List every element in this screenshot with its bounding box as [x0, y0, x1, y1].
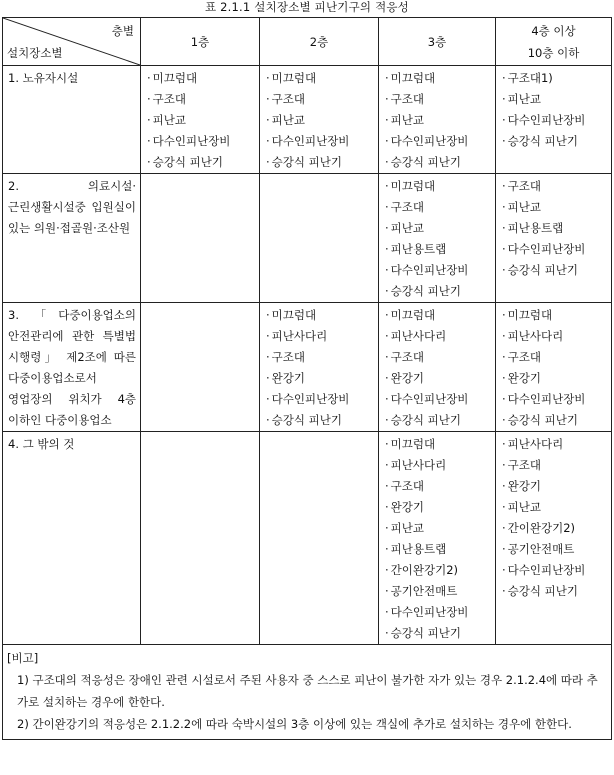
- equipment-item: · 미끄럼대: [385, 305, 495, 326]
- equipment-item: · 미끄럼대: [147, 68, 259, 89]
- equipment-item: · 피난사다리: [502, 434, 611, 455]
- equipment-item: · 피난사다리: [266, 326, 378, 347]
- equipment-list: [260, 66, 378, 173]
- equipment-item: · 다수인피난장비: [385, 260, 495, 281]
- equipment-item: · 피난용트랩: [385, 239, 495, 260]
- equipment-item: · 피난용트랩: [385, 539, 495, 560]
- header-floor-label: 1층: [190, 34, 210, 49]
- header-floor-label: 4층 이상 10층 이하: [527, 23, 580, 60]
- equipment-item: · 다수인피난장비: [266, 131, 378, 152]
- equipment-list: [141, 174, 259, 176]
- equipment-list: [379, 66, 495, 173]
- equipment-item: · 공기안전매트: [502, 539, 611, 560]
- corner-floor-label: 층별: [111, 24, 134, 38]
- equipment-item: · 미끄럼대: [266, 68, 378, 89]
- equipment-item: · 승강식 피난기: [385, 152, 495, 173]
- equipment-item: · 구조대: [385, 89, 495, 110]
- floor-cell: [379, 303, 496, 432]
- equipment-item: · 미끄럼대: [385, 68, 495, 89]
- equipment-list: [379, 432, 495, 644]
- table-row: [3, 66, 612, 174]
- header-corner-cell: [3, 18, 141, 66]
- equipment-item: · 완강기: [266, 368, 378, 389]
- equipment-item: · 다수인피난장비: [385, 602, 495, 623]
- equipment-item: · 구조대: [502, 455, 611, 476]
- evacuation-equipment-table: [2, 17, 612, 740]
- corner-location-label: 설치장소별: [7, 46, 63, 60]
- equipment-item: · 구조대: [502, 347, 611, 368]
- equipment-list: [260, 303, 378, 431]
- equipment-list: [496, 174, 611, 281]
- floor-cell: [260, 174, 379, 303]
- equipment-item: · 피난교: [385, 110, 495, 131]
- floor-cell: [379, 174, 496, 303]
- equipment-item: · 피난교: [502, 197, 611, 218]
- location-category-cell: 1. 노유자시설: [3, 66, 141, 174]
- header-floor-2: [260, 18, 379, 66]
- remark-note: 1) 구조대의 적응성은 장애인 관련 시설로서 주된 사용자 중 스스로 피난이 불가한 자가 있는 경우 2.1.2.4에 따라 추가로 설치하는 경우에 한한다.: [17, 673, 598, 709]
- equipment-item: · 구조대: [266, 89, 378, 110]
- equipment-item: · 다수인피난장비: [502, 389, 611, 410]
- remark-note: 2) 간이완강기의 적응성은 2.1.2.2에 따라 숙박시설의 3층 이상에 있는 객실에 추가로 설치하는 경우에 한한다.: [17, 717, 572, 731]
- equipment-item: · 승강식 피난기: [147, 152, 259, 173]
- equipment-item: · 피난교: [147, 110, 259, 131]
- equipment-item: · 다수인피난장비: [502, 110, 611, 131]
- equipment-list: [260, 432, 378, 434]
- equipment-item: · 승강식 피난기: [385, 281, 495, 302]
- equipment-list: [379, 303, 495, 431]
- floor-cell: [379, 432, 496, 645]
- floor-cell: [141, 66, 260, 174]
- floor-cell: [260, 303, 379, 432]
- equipment-item: · 다수인피난장비: [147, 131, 259, 152]
- equipment-item: · 미끄럼대: [385, 434, 495, 455]
- header-floor-3: [379, 18, 496, 66]
- location-category-cell: 3. 「다중이용업소의 안전관리에 관한 특별법 시행령」 제2조에 따른 다중이용업소로서 영업장의 위치가 4층 이하인 다중이용업소: [3, 303, 141, 432]
- equipment-item: · 승강식 피난기: [502, 131, 611, 152]
- location-category-cell: 2. 의료시설·근린생활시설중 입원실이 있는 의원·접골원·조산원: [3, 174, 141, 303]
- equipment-item: · 다수인피난장비: [502, 560, 611, 581]
- equipment-item: · 구조대: [266, 347, 378, 368]
- equipment-item: · 승강식 피난기: [266, 410, 378, 431]
- equipment-item: · 다수인피난장비: [385, 131, 495, 152]
- equipment-item: · 완강기: [502, 368, 611, 389]
- equipment-list: [141, 66, 259, 173]
- equipment-item: · 승강식 피난기: [385, 410, 495, 431]
- floor-cell: [141, 432, 260, 645]
- equipment-item: · 승강식 피난기: [502, 410, 611, 431]
- equipment-item: · 미끄럼대: [502, 305, 611, 326]
- equipment-item: · 피난교: [385, 218, 495, 239]
- equipment-item: · 다수인피난장비: [266, 389, 378, 410]
- equipment-item: · 구조대: [502, 176, 611, 197]
- equipment-item: · 구조대: [385, 197, 495, 218]
- table-row: [3, 432, 612, 645]
- equipment-list: [141, 432, 259, 434]
- equipment-item: · 피난교: [502, 89, 611, 110]
- equipment-item: · 완강기: [385, 497, 495, 518]
- floor-cell: [496, 432, 612, 645]
- header-floor-label: 3층: [427, 34, 447, 49]
- equipment-item: · 승강식 피난기: [385, 623, 495, 644]
- equipment-item: · 간이완강기2): [502, 518, 611, 539]
- equipment-item: · 피난사다리: [385, 455, 495, 476]
- equipment-list: [260, 174, 378, 176]
- equipment-item: · 피난교: [266, 110, 378, 131]
- floor-cell: [379, 66, 496, 174]
- equipment-item: · 다수인피난장비: [385, 389, 495, 410]
- equipment-list: [496, 432, 611, 602]
- floor-cell: [496, 66, 612, 174]
- location-category-cell: 4. 그 밖의 것: [3, 432, 141, 645]
- equipment-item: · 미끄럼대: [385, 176, 495, 197]
- equipment-list: [496, 66, 611, 152]
- equipment-item: · 구조대1): [502, 68, 611, 89]
- equipment-item: · 구조대: [385, 476, 495, 497]
- equipment-item: · 완강기: [502, 476, 611, 497]
- table-title: 표 2.1.1 설치장소별 피난기구의 적응성: [204, 0, 409, 14]
- header-row: [3, 18, 612, 66]
- floor-cell: [496, 303, 612, 432]
- equipment-item: · 승강식 피난기: [502, 260, 611, 281]
- remarks-heading: [비고]: [7, 651, 39, 665]
- equipment-list: [379, 174, 495, 302]
- equipment-item: · 승강식 피난기: [266, 152, 378, 173]
- remarks-cell: [3, 645, 612, 740]
- floor-cell: [260, 432, 379, 645]
- equipment-item: · 완강기: [385, 368, 495, 389]
- equipment-item: · 피난사다리: [502, 326, 611, 347]
- equipment-item: · 구조대: [385, 347, 495, 368]
- remarks-row: [3, 645, 612, 740]
- equipment-item: · 다수인피난장비: [502, 239, 611, 260]
- floor-cell: [141, 174, 260, 303]
- equipment-item: · 공기안전매트: [385, 581, 495, 602]
- floor-cell: [141, 303, 260, 432]
- equipment-item: · 피난용트랩: [502, 218, 611, 239]
- table-row: [3, 174, 612, 303]
- equipment-item: · 피난교: [385, 518, 495, 539]
- table-row: [3, 303, 612, 432]
- equipment-item: · 구조대: [147, 89, 259, 110]
- floor-cell: [260, 66, 379, 174]
- equipment-list: [141, 303, 259, 305]
- header-floor-1: [141, 18, 260, 66]
- header-floor-label: 2층: [309, 34, 329, 49]
- equipment-item: · 피난교: [502, 497, 611, 518]
- header-floor-4-10: [496, 18, 612, 66]
- equipment-item: · 피난사다리: [385, 326, 495, 347]
- equipment-item: · 미끄럼대: [266, 305, 378, 326]
- floor-cell: [496, 174, 612, 303]
- equipment-list: [496, 303, 611, 431]
- equipment-item: · 간이완강기2): [385, 560, 495, 581]
- equipment-item: · 승강식 피난기: [502, 581, 611, 602]
